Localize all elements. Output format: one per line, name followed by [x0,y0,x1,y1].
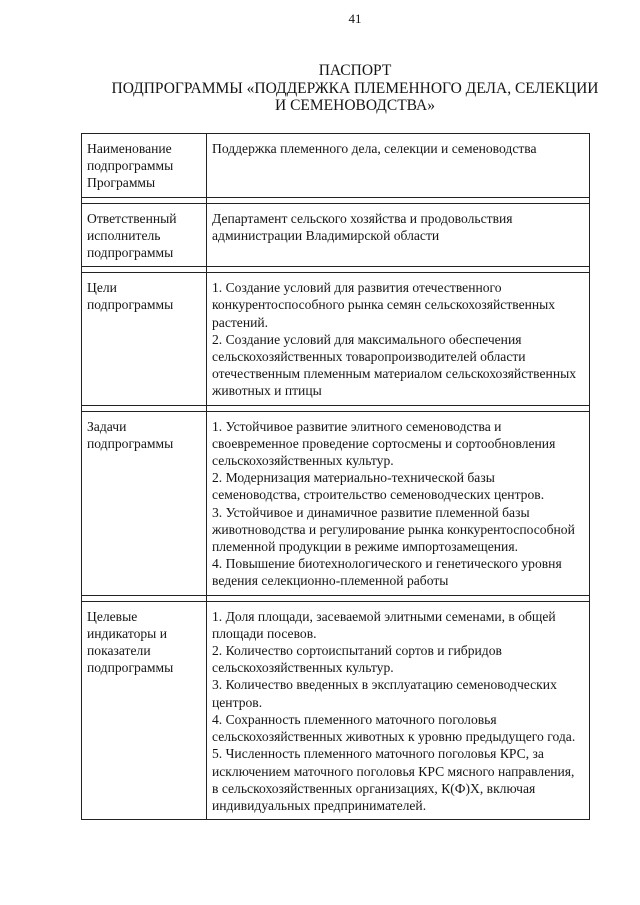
table-row-indicators [82,601,590,819]
value-line: 5. Численность племенного маточного поголовья КРС, за исключением маточного поголовья КРС мясного направления, в сельскохозяйственных организациях, К(Ф)Х, включая индивидуальных предпринимателей. [212,746,575,813]
row-value-goals [207,273,590,405]
heading-subtitle-line-1: ПОДПРОГРАММЫ «ПОДДЕРЖКА ПЛЕМЕННОГО ДЕЛА, СЕЛЕКЦИИ [111,79,599,97]
row-value-indicators [207,601,590,819]
value-line: 1. Доля площади, засеваемой элитными семенами, в общей площади посевов. [212,608,556,641]
value-line: Поддержка племенного дела, селекции и семеноводства [212,141,537,156]
heading-title: ПАСПОРТ [318,62,392,79]
value-line: 1. Создание условий для развития отечественного конкурентоспособного рынка семян сельскохозяйственных растений. [212,280,556,330]
row-label-indicators: Целевые индикаторы и показатели подпрограммы [82,601,207,819]
value-line: 4. Повышение биотехнологического и генетического уровня ведения селекционно-племенной работы [212,556,562,589]
document-heading [100,62,610,115]
row-value-tasks [207,411,590,595]
page-number: 41 [348,11,362,26]
row-label-tasks: Задачи подпрограммы [82,411,207,595]
value-line: 2. Создание условий для максимального обеспечения сельскохозяйственных товаропроизводителей области отечественным племенным материалом сельскохозяйственных животных и птицы [212,331,577,399]
value-line: 3. Количество введенных в эксплуатацию семеноводческих центров. [212,677,557,710]
table-row-executor [82,203,590,267]
value-line: 1. Устойчивое развитие элитного семеноводства и своевременное проведение сортосмены и сортообновления сельскохозяйственных культур. [212,418,556,469]
row-value-executor [207,203,590,267]
table-row-goals [82,273,590,405]
row-label-executor: Ответственный исполнитель подпрограммы [82,203,207,267]
value-line: Департамент сельского хозяйства и продовольствия администрации Владимирской области [212,210,513,243]
heading-subtitle-line-2: И СЕМЕНОВОДСТВА» [275,97,435,114]
value-line: 4. Сохранность племенного маточного поголовья сельскохозяйственных животных к уровню предыдущего года. [212,711,576,745]
row-value-name [207,134,590,198]
table-row-tasks [82,411,590,595]
table-row-name [82,134,590,198]
row-label-goals: Цели подпрограммы [82,273,207,405]
passport-table [81,133,590,820]
value-line: 2. Количество сортоиспытаний сортов и гибридов сельскохозяйственных культур. [212,643,502,676]
value-line: 2. Модернизация материально-технической базы семеноводства, строительство семеноводческих центров. [212,470,545,503]
row-label-name: Наименование подпрограммы Программы [82,134,207,198]
value-line: 3. Устойчивое и динамичное развитие племенной базы животноводства и регулирование рынка конкурентоспособной племенной продукции в режиме импортозамещения. [212,504,575,555]
